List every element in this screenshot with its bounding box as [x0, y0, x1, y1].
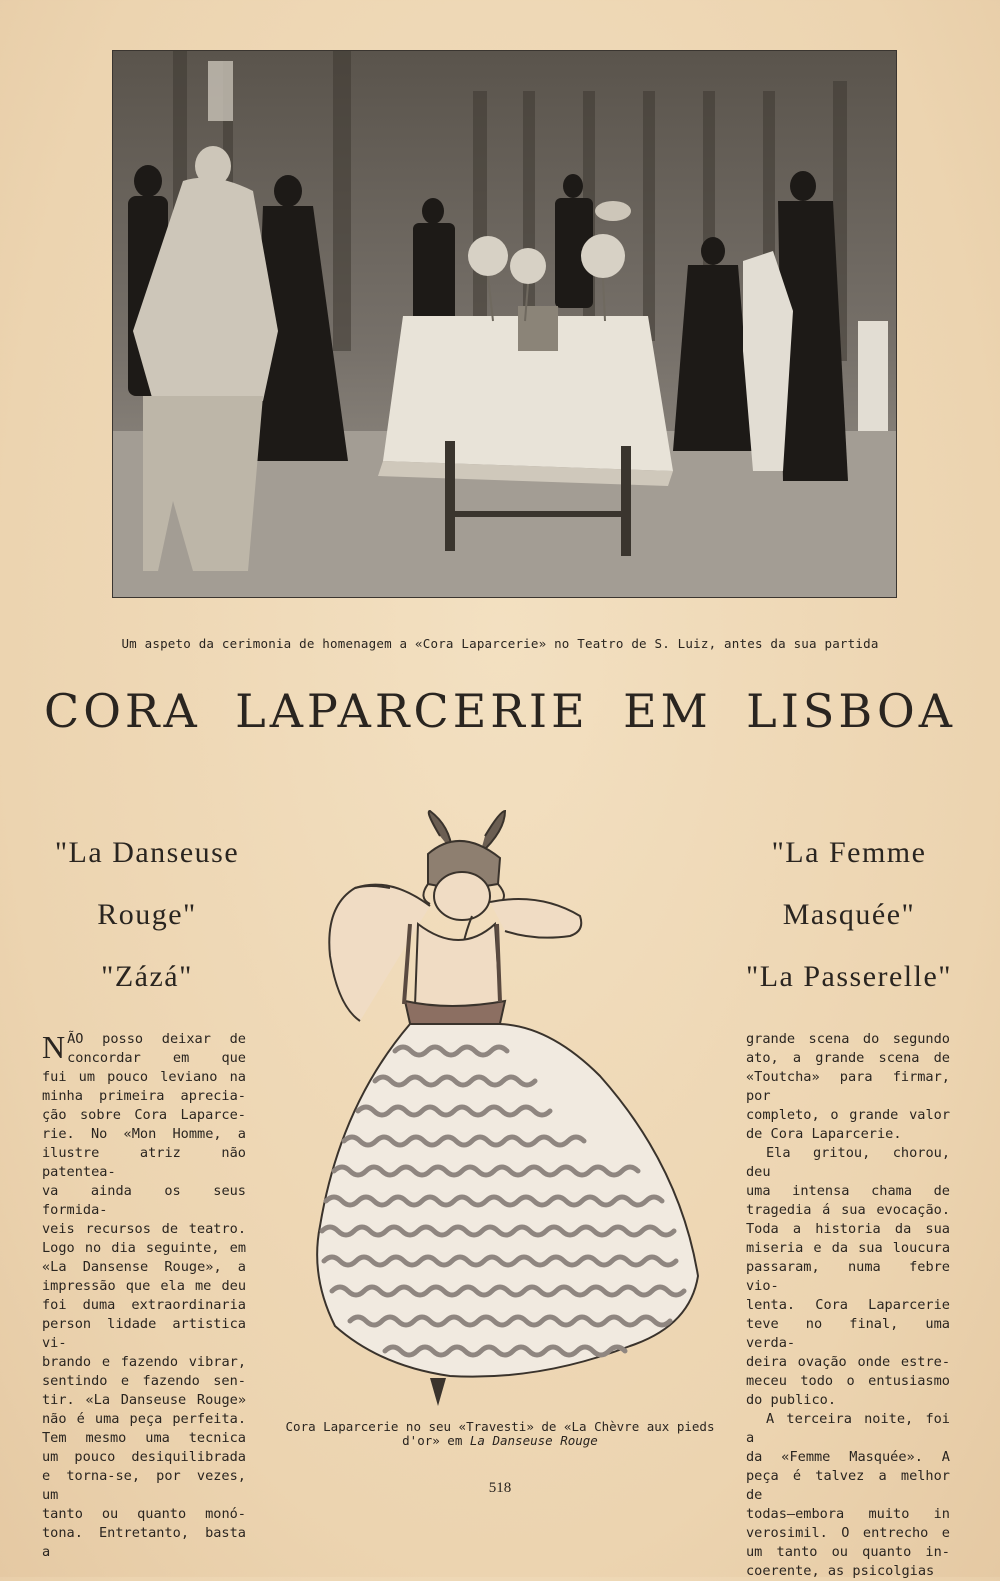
text-line: Tem mesmo uma tecnica [42, 1430, 246, 1446]
caption-line: Cora Laparcerie no seu «Travesti» de «La Chèvre aux pieds [285, 1419, 715, 1434]
text-line: meceu todo o entusiasmo [746, 1373, 950, 1389]
text-line: grande scena do segundo [746, 1031, 950, 1047]
text-line: e torna-se, por vezes, um [42, 1468, 246, 1503]
text-line: sentindo e fazendo sen- [42, 1373, 246, 1389]
text-line: tona. Entretanto, basta a [42, 1525, 246, 1560]
play-title-line: "La Femme [771, 836, 927, 869]
text-line: tragedia á sua evocação. [746, 1202, 950, 1218]
drop-cap: N [42, 1029, 66, 1065]
text-line: completo, o grande valor [746, 1107, 950, 1123]
text-line: minha primeira aprecia- [42, 1088, 246, 1104]
play-title-line: "Zázá" [101, 960, 193, 993]
text-line: A terceira noite, foi a [746, 1411, 950, 1446]
caption-line [270, 1434, 730, 1448]
text-line: peça é talvez a melhor de [746, 1468, 950, 1503]
text-line: concordar em que [67, 1050, 246, 1066]
play-title-line: Rouge" [97, 898, 197, 931]
text-line: foi duma extraordinaria [42, 1297, 246, 1313]
right-play-titles [742, 822, 956, 1008]
text-line: Toda a historia da sua [746, 1221, 950, 1237]
play-title-line: Masquée" [782, 898, 916, 931]
photo-caption: Um aspeto da cerimonia de homenagem a «Cora Laparcerie» no Teatro de S. Luiz, antes da sua partida [121, 636, 879, 651]
text-line: impressão que ela me deu [42, 1278, 246, 1294]
text-line: ÃO posso deixar de [67, 1031, 246, 1047]
text-line: lenta. Cora Laparcerie [746, 1297, 950, 1313]
left-text-lines [42, 1030, 246, 1562]
text-line: ilustre atriz não patentea- [42, 1145, 246, 1180]
caption-text: d'or» em [402, 1433, 470, 1448]
text-line: miseria e da sua loucura [746, 1240, 950, 1256]
right-text-lines [746, 1030, 950, 1581]
text-line: veis recursos de teatro. [42, 1221, 246, 1237]
text-line: do publico. [746, 1392, 837, 1408]
text-line: fui um pouco leviano na [42, 1069, 246, 1085]
text-line: um tanto ou quanto in- [746, 1544, 950, 1560]
text-line: da «Femme Masquée». A [746, 1449, 950, 1465]
text-line: «Toutcha» para firmar, por [746, 1069, 950, 1104]
text-line: uma intensa chama de [746, 1183, 950, 1199]
page-number: 518 [488, 1480, 512, 1496]
left-play-titles [42, 822, 252, 1008]
text-line: deira ovação onde estre- [746, 1354, 950, 1370]
text-line: brando e fazendo vibrar, [42, 1354, 246, 1370]
headline-word: EM [623, 684, 712, 738]
text-line: passaram, numa febre vio- [746, 1259, 950, 1294]
text-line: todas—embora muito in [746, 1506, 950, 1522]
play-title-line: "La Passerelle" [745, 960, 953, 993]
text-line: «La Dansense Rouge», a [42, 1259, 246, 1275]
text-line: teve no final, uma verda- [746, 1316, 950, 1351]
play-title-line: "La Danseuse [54, 836, 240, 869]
text-line: Logo no dia seguinte, em [42, 1240, 246, 1256]
text-line: person lidade artistica vi- [42, 1316, 246, 1351]
illustration-caption [270, 1420, 730, 1448]
text-line: não é uma peça perfeita. [42, 1411, 246, 1427]
right-text-column [746, 1030, 950, 1581]
headline-word: LAPARCERIE [235, 684, 589, 738]
text-line: tanto ou quanto monó- [42, 1506, 246, 1522]
text-line: va ainda os seus formida- [42, 1183, 246, 1218]
dancer-illustration [300, 806, 700, 1426]
headline-word: CORA [44, 684, 201, 738]
text-line: Ela gritou, chorou, deu [746, 1145, 950, 1180]
ceremony-photo [112, 50, 897, 598]
text-line: verosimil. O entrecho e [746, 1525, 950, 1541]
headline [44, 684, 956, 738]
text-line: de Cora Laparcerie. [746, 1126, 902, 1142]
text-line: um pouco desiquilibrada [42, 1449, 246, 1465]
text-line: rie. No «Mon Homme, a [42, 1126, 246, 1142]
caption-italic-title: La Danseuse Rouge [469, 1433, 598, 1448]
text-line: ção sobre Cora Laparce- [42, 1107, 246, 1123]
text-line: ato, a grande scena de [746, 1050, 950, 1066]
headline-word: LISBOA [746, 684, 956, 738]
text-line: coerente, as psicolgias [746, 1563, 935, 1579]
left-text-column [42, 1030, 246, 1562]
text-line: tir. «La Danseuse Rouge» [42, 1392, 246, 1408]
